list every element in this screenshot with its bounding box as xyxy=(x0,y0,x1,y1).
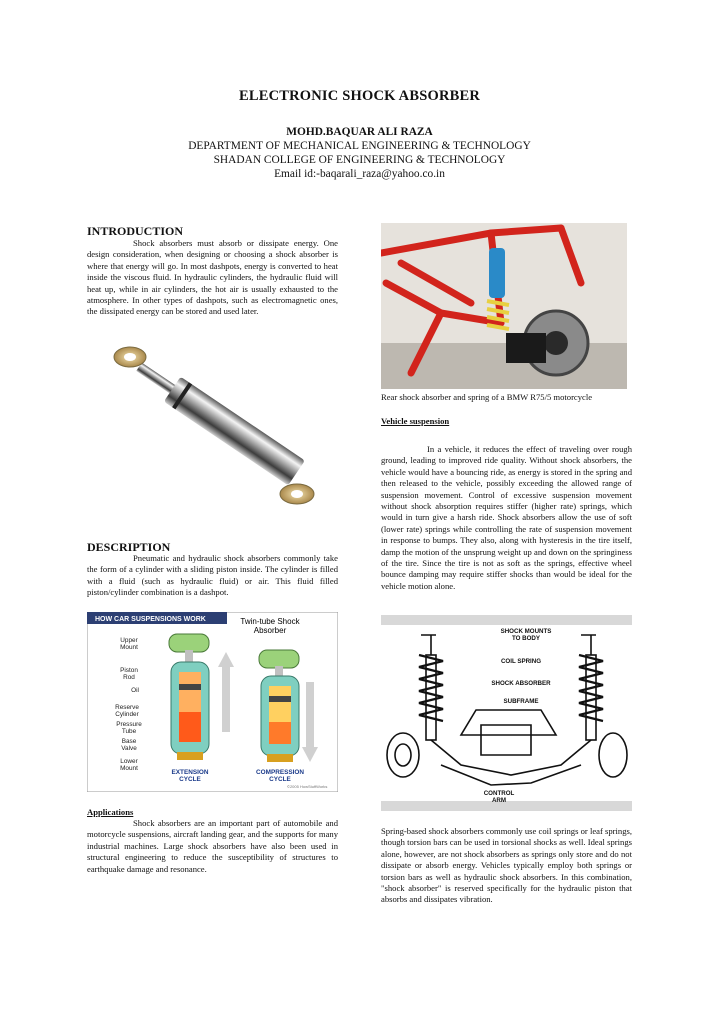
label-pressure-2: Tube xyxy=(121,728,137,735)
label-oil: Oil xyxy=(131,687,139,694)
label-upper-mount-2: Mount xyxy=(120,644,138,651)
diagram-banner: HOW CAR SUSPENSIONS WORK xyxy=(95,616,206,623)
spring-based-text: Spring-based shock absorbers commonly use coil springs or leaf springs, though torsion bars can be used in torsional shocks as well. Ideal springs alone, however, are not shock absorbers as springs only store and do not dissipate or absorb energy. Vehicles typically employ both springs or torsion bars as well as hydraulic shock absorbers. In this combination, "shock absorber" is reserved specifically for the hydraulic piston that absorbs and dissipates vibration. xyxy=(381,826,632,905)
label-pressure-1: Pressure xyxy=(116,721,142,728)
photo-caption: Rear shock absorber and spring of a BMW R75/5 motorcycle xyxy=(381,392,593,402)
twin-tube-diagram xyxy=(87,612,338,792)
suspension-diagram xyxy=(381,615,632,811)
description-heading: DESCRIPTION xyxy=(87,540,171,554)
vehicle-suspension-text: In a vehicle, it reduces the effect of traveling over rough ground, leading to improved ride quality. Without shock absorbers, the vehicle would have a bouncing ride, as energy is stored in the spring and then released to the vehicle, possibly exceeding the allowed range of suspension movement. Control of excessive suspension movement without shock absorption requires stiffer (higher rate) springs, which would in turn give a harsh ride. Shock absorbers allow the use of soft (lower rate) springs while controlling the rate of suspension movement in response to bumps. They also, along with hysteresis in the tire itself, damp the motion of the unsprung weight up and down on the springiness of the tire. Since the tire is not as soft as the springs, effective wheel bounce damping may require stiffer shocks than would be ideal for the vehicle motion alone. xyxy=(381,444,632,591)
label-subframe: SUBFRAME xyxy=(503,698,539,705)
description-text: Pneumatic and hydraulic shock absorbers commonly take the form of a cylinder with a sliding piston inside. The cylinder is filled with a fluid (such as hydraulic fluid) or air. This fluid filled piston/cylinder combination is a dashpot. xyxy=(87,553,338,598)
label-coil-spring: COIL SPRING xyxy=(500,658,542,665)
label-shock-mounts-2: TO BODY xyxy=(511,635,541,642)
applications-heading: Applications xyxy=(87,807,134,817)
author-name: MOHD.BAQUAR ALI RAZA xyxy=(286,126,433,138)
motorcycle-suspension-photo xyxy=(381,223,627,389)
label-lower-2: Mount xyxy=(120,765,138,772)
label-piston-rod-1: Piston xyxy=(120,667,138,674)
author-block xyxy=(0,125,719,181)
label-piston-rod-2: Rod xyxy=(123,674,135,681)
label-control-arm-1: CONTROL xyxy=(483,790,515,797)
paper-title: ELECTRONIC SHOCK ABSORBER xyxy=(238,88,481,104)
label-shock-absorber: SHOCK ABSORBER xyxy=(491,680,551,687)
label-extension-1: EXTENSION xyxy=(171,769,209,776)
label-compression-2: CYCLE xyxy=(269,776,291,783)
label-compression-1: COMPRESSION xyxy=(256,769,304,776)
vehicle-suspension-heading: Vehicle suspension xyxy=(381,416,450,426)
diagram-credit: ©2005 HowStuffWorks xyxy=(287,784,328,789)
author-email: Email id:-baqarali_raza@yahoo.co.in xyxy=(274,168,445,180)
label-base-1: Base xyxy=(121,738,137,745)
diagram-heading-2: Absorber xyxy=(253,626,287,635)
author-college: SHADAN COLLEGE OF ENGINEERING & TECHNOLOGY xyxy=(213,154,506,166)
author-department: DEPARTMENT OF MECHANICAL ENGINEERING & TECHNOLOGY xyxy=(188,140,531,152)
diagram-heading-1: Twin-tube Shock xyxy=(240,617,300,626)
applications-text: Shock absorbers are an important part of automobile and motorcycle suspensions, aircraft landing gear, and the supports for many industrial machines. Large shock absorbers have also been used in structural engineering to reduce the susceptibility of structures to earthquake damage and resonance. xyxy=(87,818,338,874)
introduction-text: Shock absorbers must absorb or dissipate energy. One design consideration, when designing or choosing a shock absorber is where that energy will go. In most dashpots, energy is converted to heat inside the viscous fluid. In hydraulic cylinders, the hydraulic fluid will heat up, while in air cylinders, the hot air is usually exhausted to the atmosphere. In other types of dashpots, such as electromagnetic ones, the dissipated energy can be stored and used later. xyxy=(87,238,338,317)
label-lower-1: Lower xyxy=(120,758,138,765)
label-shock-mounts-1: SHOCK MOUNTS xyxy=(500,628,552,635)
label-reserve-2: Cylinder xyxy=(115,711,139,718)
introduction-heading: INTRODUCTION xyxy=(87,224,184,238)
label-extension-2: CYCLE xyxy=(179,776,201,783)
shock-absorber-photo xyxy=(100,342,330,507)
label-reserve-1: Reserve xyxy=(115,704,139,711)
label-upper-mount-1: Upper xyxy=(120,637,138,644)
label-control-arm-2: ARM xyxy=(491,797,507,804)
label-base-2: Valve xyxy=(121,745,137,752)
